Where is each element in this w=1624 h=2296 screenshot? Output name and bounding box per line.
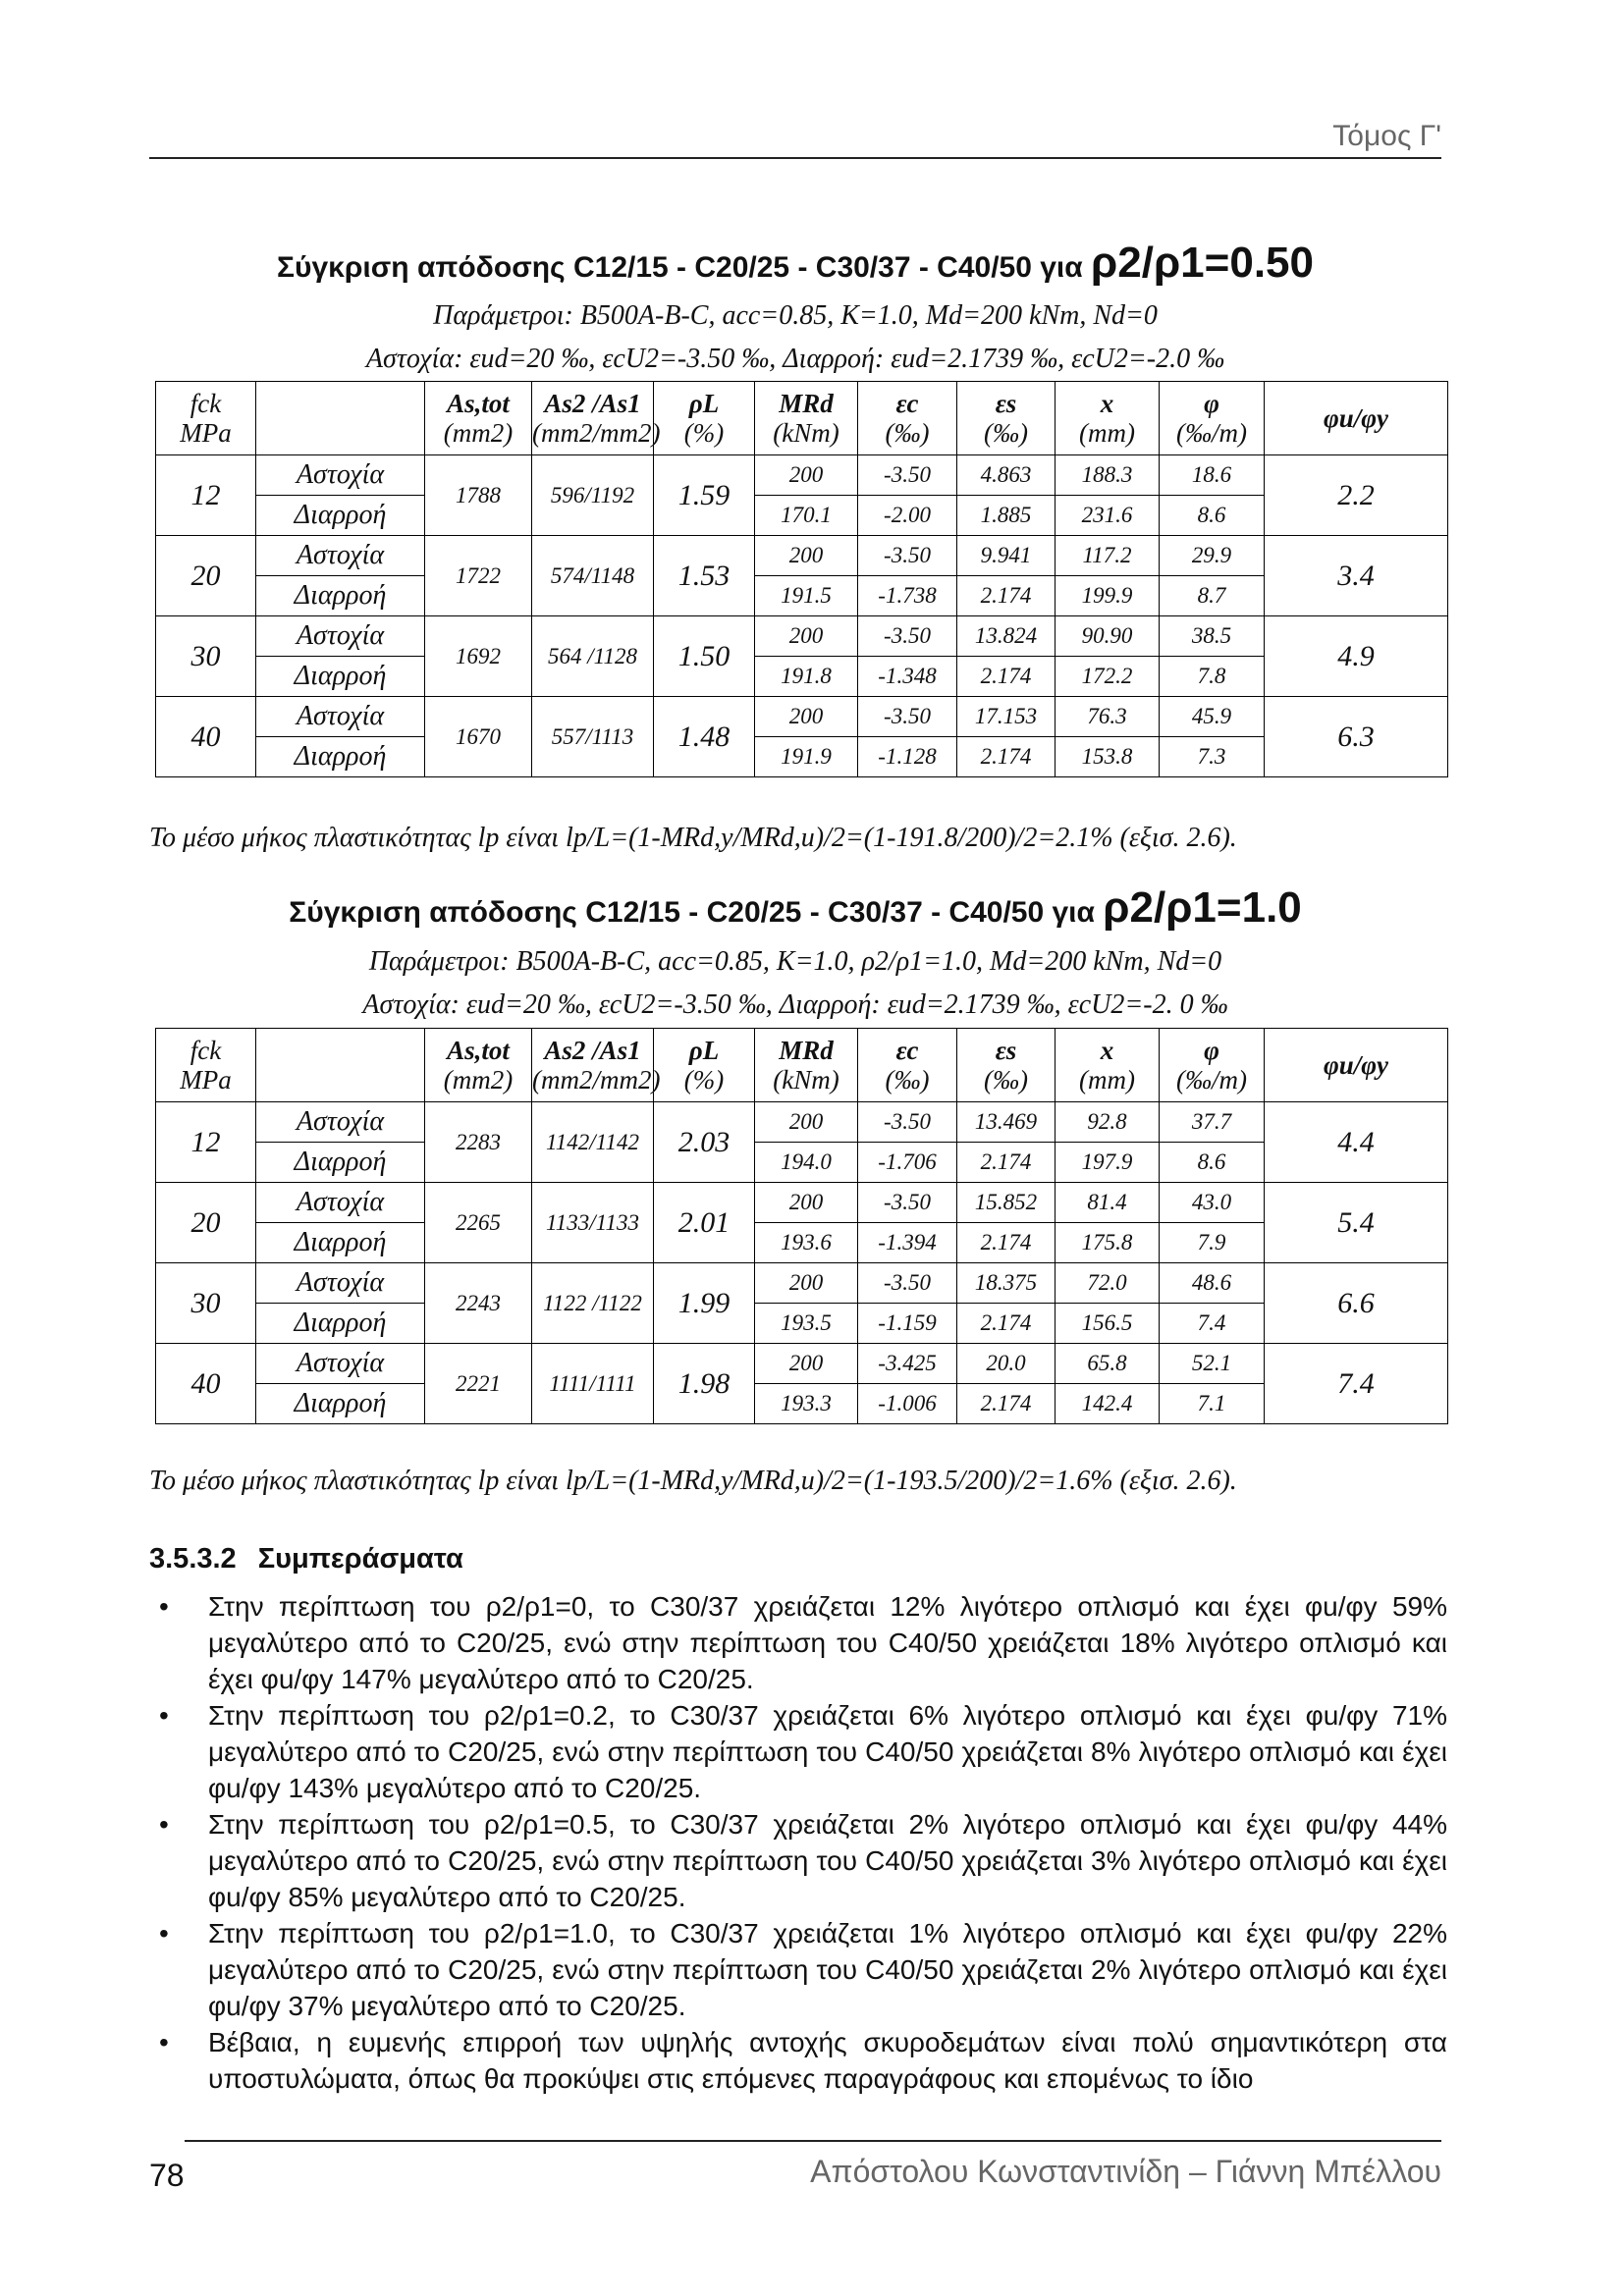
state-label: Αστοχία [256,455,425,496]
ec-cell: -3.425 [858,1344,957,1384]
table1-title-text: Σύγκριση απόδοσης C12/15 - C20/25 - C30/37 - C40/50 για [276,251,1092,284]
table2 [155,1028,1448,1424]
state-label: Διαρροή [256,1304,425,1344]
bullet-icon: • [159,1809,169,1840]
header-phi-unit: (‰/m) [1176,1065,1247,1095]
mrd-cell: 200 [755,1102,858,1143]
header-cell-as2as1 [532,1029,661,1102]
rho-cell: 1.99 [654,1263,755,1344]
list-item-text: Στην περίπτωση του ρ2/ρ1=0.5, το C30/37 χρειάζεται 2% λιγότερο οπλισμό και έχει φu/φy 44% μεγαλύτερο από το C20/25, ενώ στην περίπτωση του C40/50 χρειάζεται 3% λιγότερο οπλισμό και έχει φu/φy 85% μεγαλύτερο από το C20/25. [208,1809,1447,1912]
state-label: Διαρροή [256,1143,425,1183]
phi-cell: 38.5 [1160,616,1265,657]
header-cell-mrd [755,382,858,455]
header-rho: ρL [688,1036,720,1065]
as2as1-cell: 596/1192 [532,455,654,536]
es-cell: 15.852 [957,1183,1056,1223]
header-mrd-unit: (kNm) [773,418,839,448]
rho-cell: 1.50 [654,616,755,697]
state-label: Αστοχία [256,536,425,576]
phi-cell: 52.1 [1160,1344,1265,1384]
header-fck: fck [189,1036,222,1065]
phi-cell: 7.9 [1160,1223,1265,1263]
table-row-yield [156,657,1448,697]
es-cell: 2.174 [957,576,1056,616]
table1 [155,381,1448,777]
state-label: Διαρροή [256,496,425,536]
x-cell: 92.8 [1056,1102,1160,1143]
ductility-ratio-cell: 3.4 [1265,536,1448,616]
header-rule [149,157,1441,159]
x-cell: 90.90 [1056,616,1160,657]
phi-cell: 18.6 [1160,455,1265,496]
x-cell: 156.5 [1056,1304,1160,1344]
table1-title [149,239,1441,288]
table-row-yield [156,1304,1448,1344]
bullet-icon: • [159,1700,169,1731]
ductility-ratio-cell: 6.6 [1265,1263,1448,1344]
header-cell-ec [858,1029,957,1102]
header-mrd: MRd [779,1036,834,1065]
as2as1-cell: 1111/1111 [532,1344,654,1424]
fck-cell: 20 [156,536,256,616]
state-label: Αστοχία [256,1263,425,1304]
mrd-cell: 191.5 [755,576,858,616]
es-cell: 4.863 [957,455,1056,496]
as2as1-cell: 564 /1128 [532,616,654,697]
astot-cell: 1788 [425,455,532,536]
table-row-yield [156,1384,1448,1424]
header-es-unit: (‰) [984,1065,1028,1095]
es-cell: 2.174 [957,657,1056,697]
header-astot: As,tot [447,1036,510,1065]
mrd-cell: 200 [755,1344,858,1384]
header-rho-unit: (%) [683,418,725,448]
ductility-ratio-cell: 2.2 [1265,455,1448,536]
x-cell: 197.9 [1056,1143,1160,1183]
header-cell-es [957,382,1056,455]
x-cell: 76.3 [1056,697,1160,737]
phi-cell: 8.6 [1160,1143,1265,1183]
header-x-unit: (mm) [1079,418,1135,448]
ec-cell: -1.159 [858,1304,957,1344]
x-cell: 72.0 [1056,1263,1160,1304]
mrd-cell: 200 [755,536,858,576]
fck-cell: 12 [156,1102,256,1183]
x-cell: 117.2 [1056,536,1160,576]
x-cell: 153.8 [1056,737,1160,777]
page-number: 78 [149,2158,185,2193]
mrd-cell: 170.1 [755,496,858,536]
rho-cell: 1.48 [654,697,755,777]
bullet-icon: • [159,1918,169,1949]
header-cell-x [1056,382,1160,455]
mrd-cell: 200 [755,697,858,737]
astot-cell: 1692 [425,616,532,697]
header-ec: εc [895,1036,919,1065]
ec-cell: -3.50 [858,1263,957,1304]
rho-cell: 2.01 [654,1183,755,1263]
table1-title-ratio: ρ2/ρ1=0.50 [1091,239,1314,287]
header-mrd-unit: (kNm) [773,1065,839,1095]
rho-cell: 1.59 [654,455,755,536]
ec-cell: -2.00 [858,496,957,536]
header-cell-rho [654,1029,755,1102]
table2-params-line2: Αστοχία: εud=20 ‰, εcU2=-3.50 ‰, Διαρροή: εud=2.1739 ‰, εcU2=-2. 0 ‰ [362,989,1228,1020]
rho-cell: 1.53 [654,536,755,616]
table2-params-line1: Παράμετροι: B500A-B-C, acc=0.85, K=1.0, ρ2/ρ1=1.0, Md=200 kNm, Nd=0 [368,946,1222,977]
phi-cell: 7.3 [1160,737,1265,777]
es-cell: 13.824 [957,616,1056,657]
mrd-cell: 200 [755,616,858,657]
header-astot: As,tot [447,389,510,418]
astot-cell: 2283 [425,1102,532,1183]
header-fck-unit: MPa [180,1065,232,1095]
mrd-cell: 193.3 [755,1384,858,1424]
header-cell-mrd [755,1029,858,1102]
footer-authors: Απόστολου Κωνσταντινίδη – Γιάννη Μπέλλου [810,2154,1441,2189]
header-mrd: MRd [779,389,834,418]
subsection-heading [149,1543,463,1575]
phi-cell: 37.7 [1160,1102,1265,1143]
table-row-failure [156,1102,1448,1143]
table2-title [149,883,1441,933]
header-cell-ec [858,382,957,455]
header-cell-label [256,382,425,455]
es-cell: 2.174 [957,737,1056,777]
header-cell-rho [654,382,755,455]
list-item [149,1697,1447,1806]
ec-cell: -1.394 [858,1223,957,1263]
header-cell-astot [425,1029,532,1102]
table-row-failure [156,697,1448,737]
header-ratio: φu/φy [1323,1050,1389,1080]
phi-cell: 8.6 [1160,496,1265,536]
bullet-icon: • [159,2027,169,2057]
state-label: Αστοχία [256,697,425,737]
mrd-cell: 191.9 [755,737,858,777]
phi-cell: 7.8 [1160,657,1265,697]
es-cell: 13.469 [957,1102,1056,1143]
ec-cell: -3.50 [858,616,957,657]
table-row-failure [156,1183,1448,1223]
bullet-icon: • [159,1591,169,1622]
es-cell: 17.153 [957,697,1056,737]
header-cell-label [256,1029,425,1102]
header-ec-unit: (‰) [885,1065,930,1095]
table2-title-text: Σύγκριση απόδοσης C12/15 - C20/25 - C30/37 - C40/50 για [289,896,1104,929]
x-cell: 175.8 [1056,1223,1160,1263]
header-cell-astot [425,382,532,455]
table-row-failure [156,1263,1448,1304]
state-label: Διαρροή [256,657,425,697]
x-cell: 172.2 [1056,657,1160,697]
table-row-yield [156,1143,1448,1183]
list-item [149,1915,1447,2024]
table-row-failure [156,455,1448,496]
mrd-cell: 200 [755,1183,858,1223]
table-row-failure [156,536,1448,576]
x-cell: 199.9 [1056,576,1160,616]
phi-cell: 7.1 [1160,1384,1265,1424]
mrd-cell: 200 [755,455,858,496]
es-cell: 20.0 [957,1344,1056,1384]
state-label: Αστοχία [256,1344,425,1384]
subsection-title: Συμπεράσματα [257,1543,463,1575]
header-ec-unit: (‰) [885,418,930,448]
header-rho: ρL [688,389,720,418]
phi-cell: 7.4 [1160,1304,1265,1344]
table2-note: Το μέσο μήκος πλαστικότητας lp είναι lp/L=(1-MRd,y/MRd,u)/2=(1-193.5/200)/2=1.6% (εξισ. 2.6). [149,1466,1237,1496]
x-cell: 65.8 [1056,1344,1160,1384]
ductility-ratio-cell: 6.3 [1265,697,1448,777]
header-cell-ratio [1265,382,1448,455]
mrd-cell: 194.0 [755,1143,858,1183]
table-row-failure [156,1344,1448,1384]
table1-params-line2: Αστοχία: εud=20 ‰, εcU2=-3.50 ‰, Διαρροή: εud=2.1739 ‰, εcU2=-2.0 ‰ [365,344,1225,374]
table-row-failure [156,616,1448,657]
ec-cell: -1.006 [858,1384,957,1424]
ec-cell: -3.50 [858,536,957,576]
as2as1-cell: 1142/1142 [532,1102,654,1183]
header-x: x [1100,389,1114,418]
header-phi-unit: (‰/m) [1176,418,1247,448]
ec-cell: -1.706 [858,1143,957,1183]
state-label: Διαρροή [256,576,425,616]
es-cell: 2.174 [957,1384,1056,1424]
state-label: Διαρροή [256,737,425,777]
header-cell-fck [156,1029,256,1102]
ec-cell: -1.348 [858,657,957,697]
x-cell: 81.4 [1056,1183,1160,1223]
ductility-ratio-cell: 5.4 [1265,1183,1448,1263]
state-label: Διαρροή [256,1223,425,1263]
state-label: Αστοχία [256,1183,425,1223]
as2as1-cell: 574/1148 [532,536,654,616]
es-cell: 2.174 [957,1304,1056,1344]
table-row-yield [156,1223,1448,1263]
table-row-yield [156,496,1448,536]
state-label: Διαρροή [256,1384,425,1424]
header-cell-fck [156,382,256,455]
header-es: εs [995,389,1017,418]
header-phi: φ [1204,389,1219,418]
list-item-text: Στην περίπτωση του ρ2/ρ1=1.0, το C30/37 χρειάζεται 1% λιγότερο οπλισμό και έχει φu/φy 22% μεγαλύτερο από το C20/25, ενώ στην περίπτωση του C40/50 χρειάζεται 2% λιγότερο οπλισμό και έχει φu/φy 37% μεγαλύτερο από το C20/25. [208,1918,1447,2021]
fck-cell: 40 [156,697,256,777]
header-es: εs [995,1036,1017,1065]
table2-title-ratio: ρ2/ρ1=1.0 [1103,883,1302,932]
header-cell-es [957,1029,1056,1102]
phi-cell: 43.0 [1160,1183,1265,1223]
running-header-title: Τόμος Γ' [1332,120,1441,152]
list-item [149,2024,1447,2097]
list-item-text: Στην περίπτωση του ρ2/ρ1=0, το C30/37 χρειάζεται 12% λιγότερο οπλισμό και έχει φu/φy 59% μεγαλύτερο από το C20/25, ενώ στην περίπτωση του C40/50 χρειάζεται 18% λιγότερο οπλισμό και έχει φu/φy 147% μεγαλύτερο από το C20/25. [208,1591,1447,1694]
astot-cell: 2221 [425,1344,532,1424]
astot-cell: 2265 [425,1183,532,1263]
list-item-text: Βέβαια, η ευμενής επιρροή των υψηλής αντοχής σκυροδεμάτων είναι πολύ σημαντικότερη στα υποστυλώματα, όπως θα προκύψει στις επόμενες παραγράφους και επομένως το ίδιο [208,2027,1447,2094]
rho-cell: 1.98 [654,1344,755,1424]
phi-cell: 48.6 [1160,1263,1265,1304]
header-fck: fck [189,389,222,418]
header-fck-unit: MPa [180,418,232,448]
header-ec: εc [895,389,919,418]
ductility-ratio-cell: 7.4 [1265,1344,1448,1424]
x-cell: 142.4 [1056,1384,1160,1424]
header-astot-unit: (mm2) [443,1065,514,1095]
header-cell-ratio [1265,1029,1448,1102]
x-cell: 231.6 [1056,496,1160,536]
header-cell-x [1056,1029,1160,1102]
fck-cell: 40 [156,1344,256,1424]
header-rho-unit: (%) [683,1065,725,1095]
subsection-number: 3.5.3.2 [149,1543,237,1575]
phi-cell: 29.9 [1160,536,1265,576]
astot-cell: 1670 [425,697,532,777]
es-cell: 1.885 [957,496,1056,536]
header-cell-as2as1 [532,382,661,455]
x-cell: 188.3 [1056,455,1160,496]
phi-cell: 8.7 [1160,576,1265,616]
fck-cell: 30 [156,616,256,697]
fck-cell: 30 [156,1263,256,1344]
ec-cell: -3.50 [858,455,957,496]
es-cell: 9.941 [957,536,1056,576]
header-ratio: φu/φy [1323,403,1389,433]
table1-params-line1: Παράμετροι: B500A-B-C, acc=0.85, K=1.0, Md=200 kNm, Nd=0 [433,300,1158,331]
table1-note: Το μέσο μήκος πλαστικότητας lp είναι lp/L=(1-MRd,y/MRd,u)/2=(1-191.8/200)/2=2.1% (εξισ. 2.6). [149,823,1237,853]
mrd-cell: 191.8 [755,657,858,697]
phi-cell: 45.9 [1160,697,1265,737]
header-phi: φ [1204,1036,1219,1065]
as2as1-cell: 1133/1133 [532,1183,654,1263]
state-label: Αστοχία [256,616,425,657]
as2as1-cell: 557/1113 [532,697,654,777]
footer-rule [185,2140,1441,2142]
mrd-cell: 193.6 [755,1223,858,1263]
table-row-yield [156,737,1448,777]
es-cell: 2.174 [957,1223,1056,1263]
fck-cell: 12 [156,455,256,536]
header-as2as1: As2 /As1 [544,389,641,418]
rho-cell: 2.03 [654,1102,755,1183]
list-item-text: Στην περίπτωση του ρ2/ρ1=0.2, το C30/37 χρειάζεται 6% λιγότερο οπλισμό και έχει φu/φy 71% μεγαλύτερο από το C20/25, ενώ στην περίπτωση του C40/50 χρειάζεται 8% λιγότερο οπλισμό και έχει φu/φy 143% μεγαλύτερο από το C20/25. [208,1700,1447,1803]
header-x-unit: (mm) [1079,1065,1135,1095]
header-as2as1-unit: (mm2/mm2) [532,418,661,448]
header-es-unit: (‰) [984,418,1028,448]
header-cell-phi [1160,382,1265,455]
mrd-cell: 200 [755,1263,858,1304]
header-astot-unit: (mm2) [443,418,514,448]
ec-cell: -3.50 [858,697,957,737]
fck-cell: 20 [156,1183,256,1263]
astot-cell: 2243 [425,1263,532,1344]
astot-cell: 1722 [425,536,532,616]
ec-cell: -1.128 [858,737,957,777]
conclusions-list [149,1588,1447,2097]
ductility-ratio-cell: 4.4 [1265,1102,1448,1183]
list-item [149,1806,1447,1915]
table-row-yield [156,576,1448,616]
as2as1-cell: 1122 /1122 [532,1263,654,1344]
mrd-cell: 193.5 [755,1304,858,1344]
state-label: Αστοχία [256,1102,425,1143]
es-cell: 2.174 [957,1143,1056,1183]
header-x: x [1100,1036,1114,1065]
ductility-ratio-cell: 4.9 [1265,616,1448,697]
ec-cell: -3.50 [858,1183,957,1223]
list-item [149,1588,1447,1697]
ec-cell: -3.50 [858,1102,957,1143]
header-as2as1-unit: (mm2/mm2) [532,1065,661,1095]
ec-cell: -1.738 [858,576,957,616]
header-cell-phi [1160,1029,1265,1102]
es-cell: 18.375 [957,1263,1056,1304]
header-as2as1: As2 /As1 [544,1036,641,1065]
